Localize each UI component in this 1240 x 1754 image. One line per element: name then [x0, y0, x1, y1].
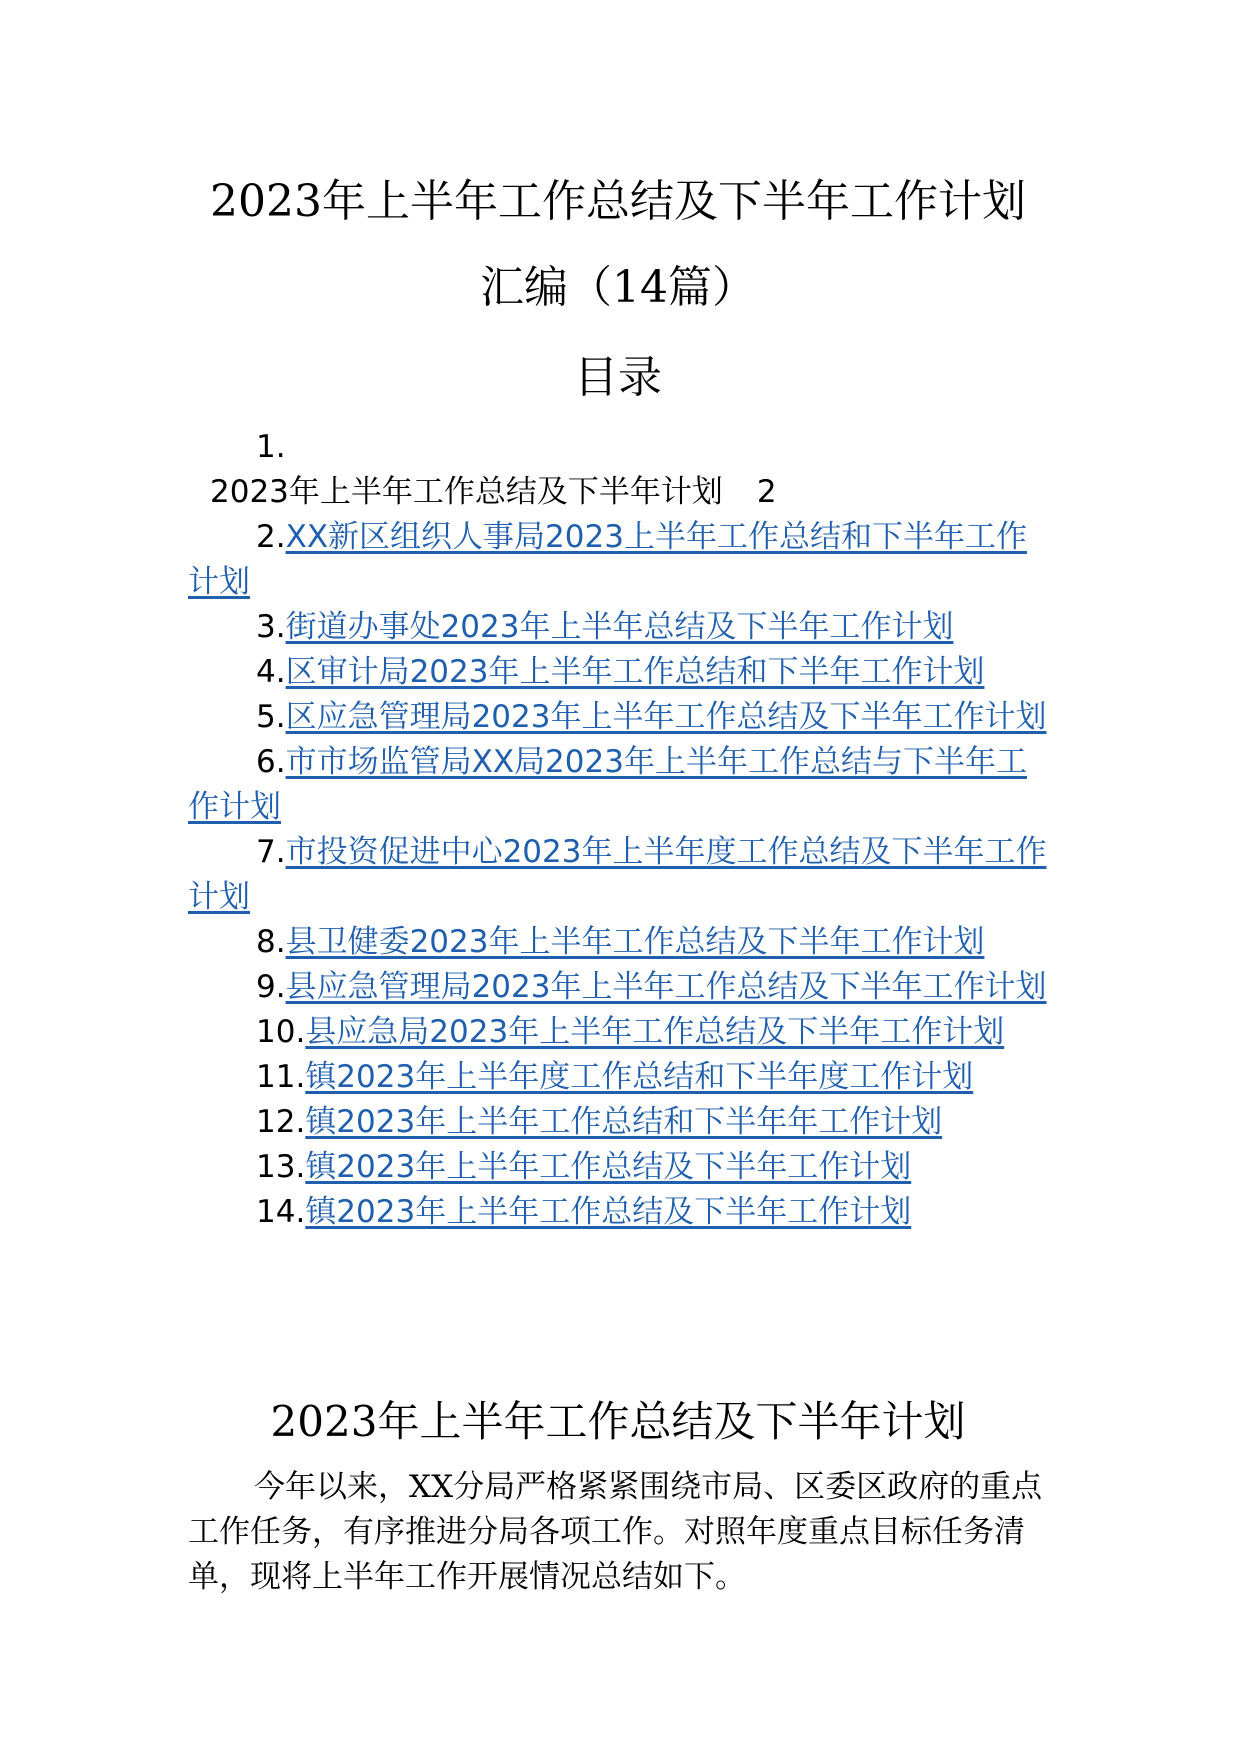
toc-item-number: 8. — [256, 924, 286, 960]
toc-item-number: 9. — [256, 969, 286, 1005]
toc-link[interactable]: XX新区组织人事局2023上半年工作总结和下半年工作计划 — [188, 519, 1027, 600]
title-year: 2023 — [210, 176, 322, 227]
toc-link[interactable]: 镇2023年上半年度工作总结和下半年度工作计划 — [305, 1059, 974, 1095]
toc-item-2[interactable] — [188, 515, 1048, 605]
toc-item-number: 6. — [256, 744, 286, 780]
toc-item-12[interactable] — [188, 1100, 1048, 1145]
document-title-line-2 — [188, 258, 1048, 318]
toc-link[interactable]: 县卫健委2023年上半年工作总结及下半年工作计划 — [285, 924, 985, 960]
toc-link[interactable]: 区应急管理局2023年上半年工作总结及下半年工作计划 — [285, 699, 1047, 735]
toc-link[interactable]: 县应急局2023年上半年工作总结及下半年工作计划 — [305, 1014, 1005, 1050]
section-title — [188, 1392, 1048, 1452]
toc-page-number: 2 — [756, 474, 777, 510]
document-title-line-1 — [168, 172, 1068, 232]
title-text: 年上半年工作总结及下半年工作计划 — [321, 176, 1026, 227]
toc-link[interactable]: 镇2023年上半年工作总结和下半年年工作计划 — [305, 1104, 943, 1140]
toc-link[interactable]: 县应急管理局2023年上半年工作总结及下半年工作计划 — [285, 969, 1047, 1005]
toc-heading: 目录 — [574, 352, 662, 403]
toc-link-list — [188, 515, 1048, 1235]
toc-item-11[interactable] — [188, 1055, 1048, 1100]
section-title-text: 年上半年工作总结及下半年计划 — [377, 1397, 966, 1446]
toc-link[interactable]: 镇2023年上半年工作总结及下半年工作计划 — [305, 1194, 912, 1230]
toc-item-number: 4. — [256, 654, 286, 690]
toc-item-8[interactable] — [188, 920, 1048, 965]
toc-item-5[interactable] — [188, 695, 1048, 740]
toc-item-number: 5. — [256, 699, 286, 735]
toc-item-3[interactable] — [188, 605, 1048, 650]
toc-item-number: 12. — [256, 1104, 306, 1140]
toc-link[interactable]: 区审计局2023年上半年工作总结和下半年工作计划 — [285, 654, 985, 690]
body-paragraph — [188, 1465, 1048, 1600]
title-line2-suffix: 篇） — [668, 262, 756, 313]
toc-item-13[interactable] — [188, 1145, 1048, 1190]
toc-item-label[interactable]: 2023年上半年工作总结及下半年计划 — [210, 474, 723, 510]
table-of-contents — [188, 425, 1048, 1235]
toc-item-14[interactable] — [188, 1190, 1048, 1235]
toc-item-4[interactable] — [188, 650, 1048, 695]
toc-link[interactable]: 镇2023年上半年工作总结及下半年工作计划 — [305, 1149, 912, 1185]
toc-item-number: 7. — [256, 834, 286, 870]
body-text-latin: XX — [409, 1469, 454, 1505]
toc-item-1[interactable] — [188, 470, 1048, 515]
toc-item-number: 13. — [256, 1149, 306, 1185]
toc-item-9[interactable] — [188, 965, 1048, 1010]
toc-link[interactable]: 市投资促进中心2023年上半年度工作总结及下半年工作计划 — [188, 834, 1047, 915]
body-text-start: 今年以来， — [254, 1469, 409, 1505]
section-title-year: 2023 — [270, 1397, 378, 1446]
title-count: 14 — [612, 262, 668, 313]
toc-item-number: 10. — [256, 1014, 306, 1050]
toc-item-number: 2. — [256, 519, 286, 555]
toc-item-10[interactable] — [188, 1010, 1048, 1055]
toc-item-7[interactable] — [188, 830, 1048, 920]
toc-item-number: 11. — [256, 1059, 306, 1095]
toc-link[interactable]: 街道办事处2023年上半年总结及下半年工作计划 — [285, 609, 954, 645]
title-line2-prefix: 汇编（ — [480, 262, 612, 313]
body-text-rest: 分局严格紧紧围绕市局、区委区政府的重点工作任务，有序推进分局各项工作。对照年度重点目标任务清单，现将上半年工作开展情况总结如下。 — [188, 1469, 1043, 1595]
toc-item-number: 1. — [256, 429, 286, 465]
toc-item-number: 14. — [256, 1194, 306, 1230]
toc-item-6[interactable] — [188, 740, 1048, 830]
toc-link[interactable]: 市市场监管局XX局2023年上半年工作总结与下半年工作计划 — [188, 744, 1027, 825]
toc-item-number: 3. — [256, 609, 286, 645]
